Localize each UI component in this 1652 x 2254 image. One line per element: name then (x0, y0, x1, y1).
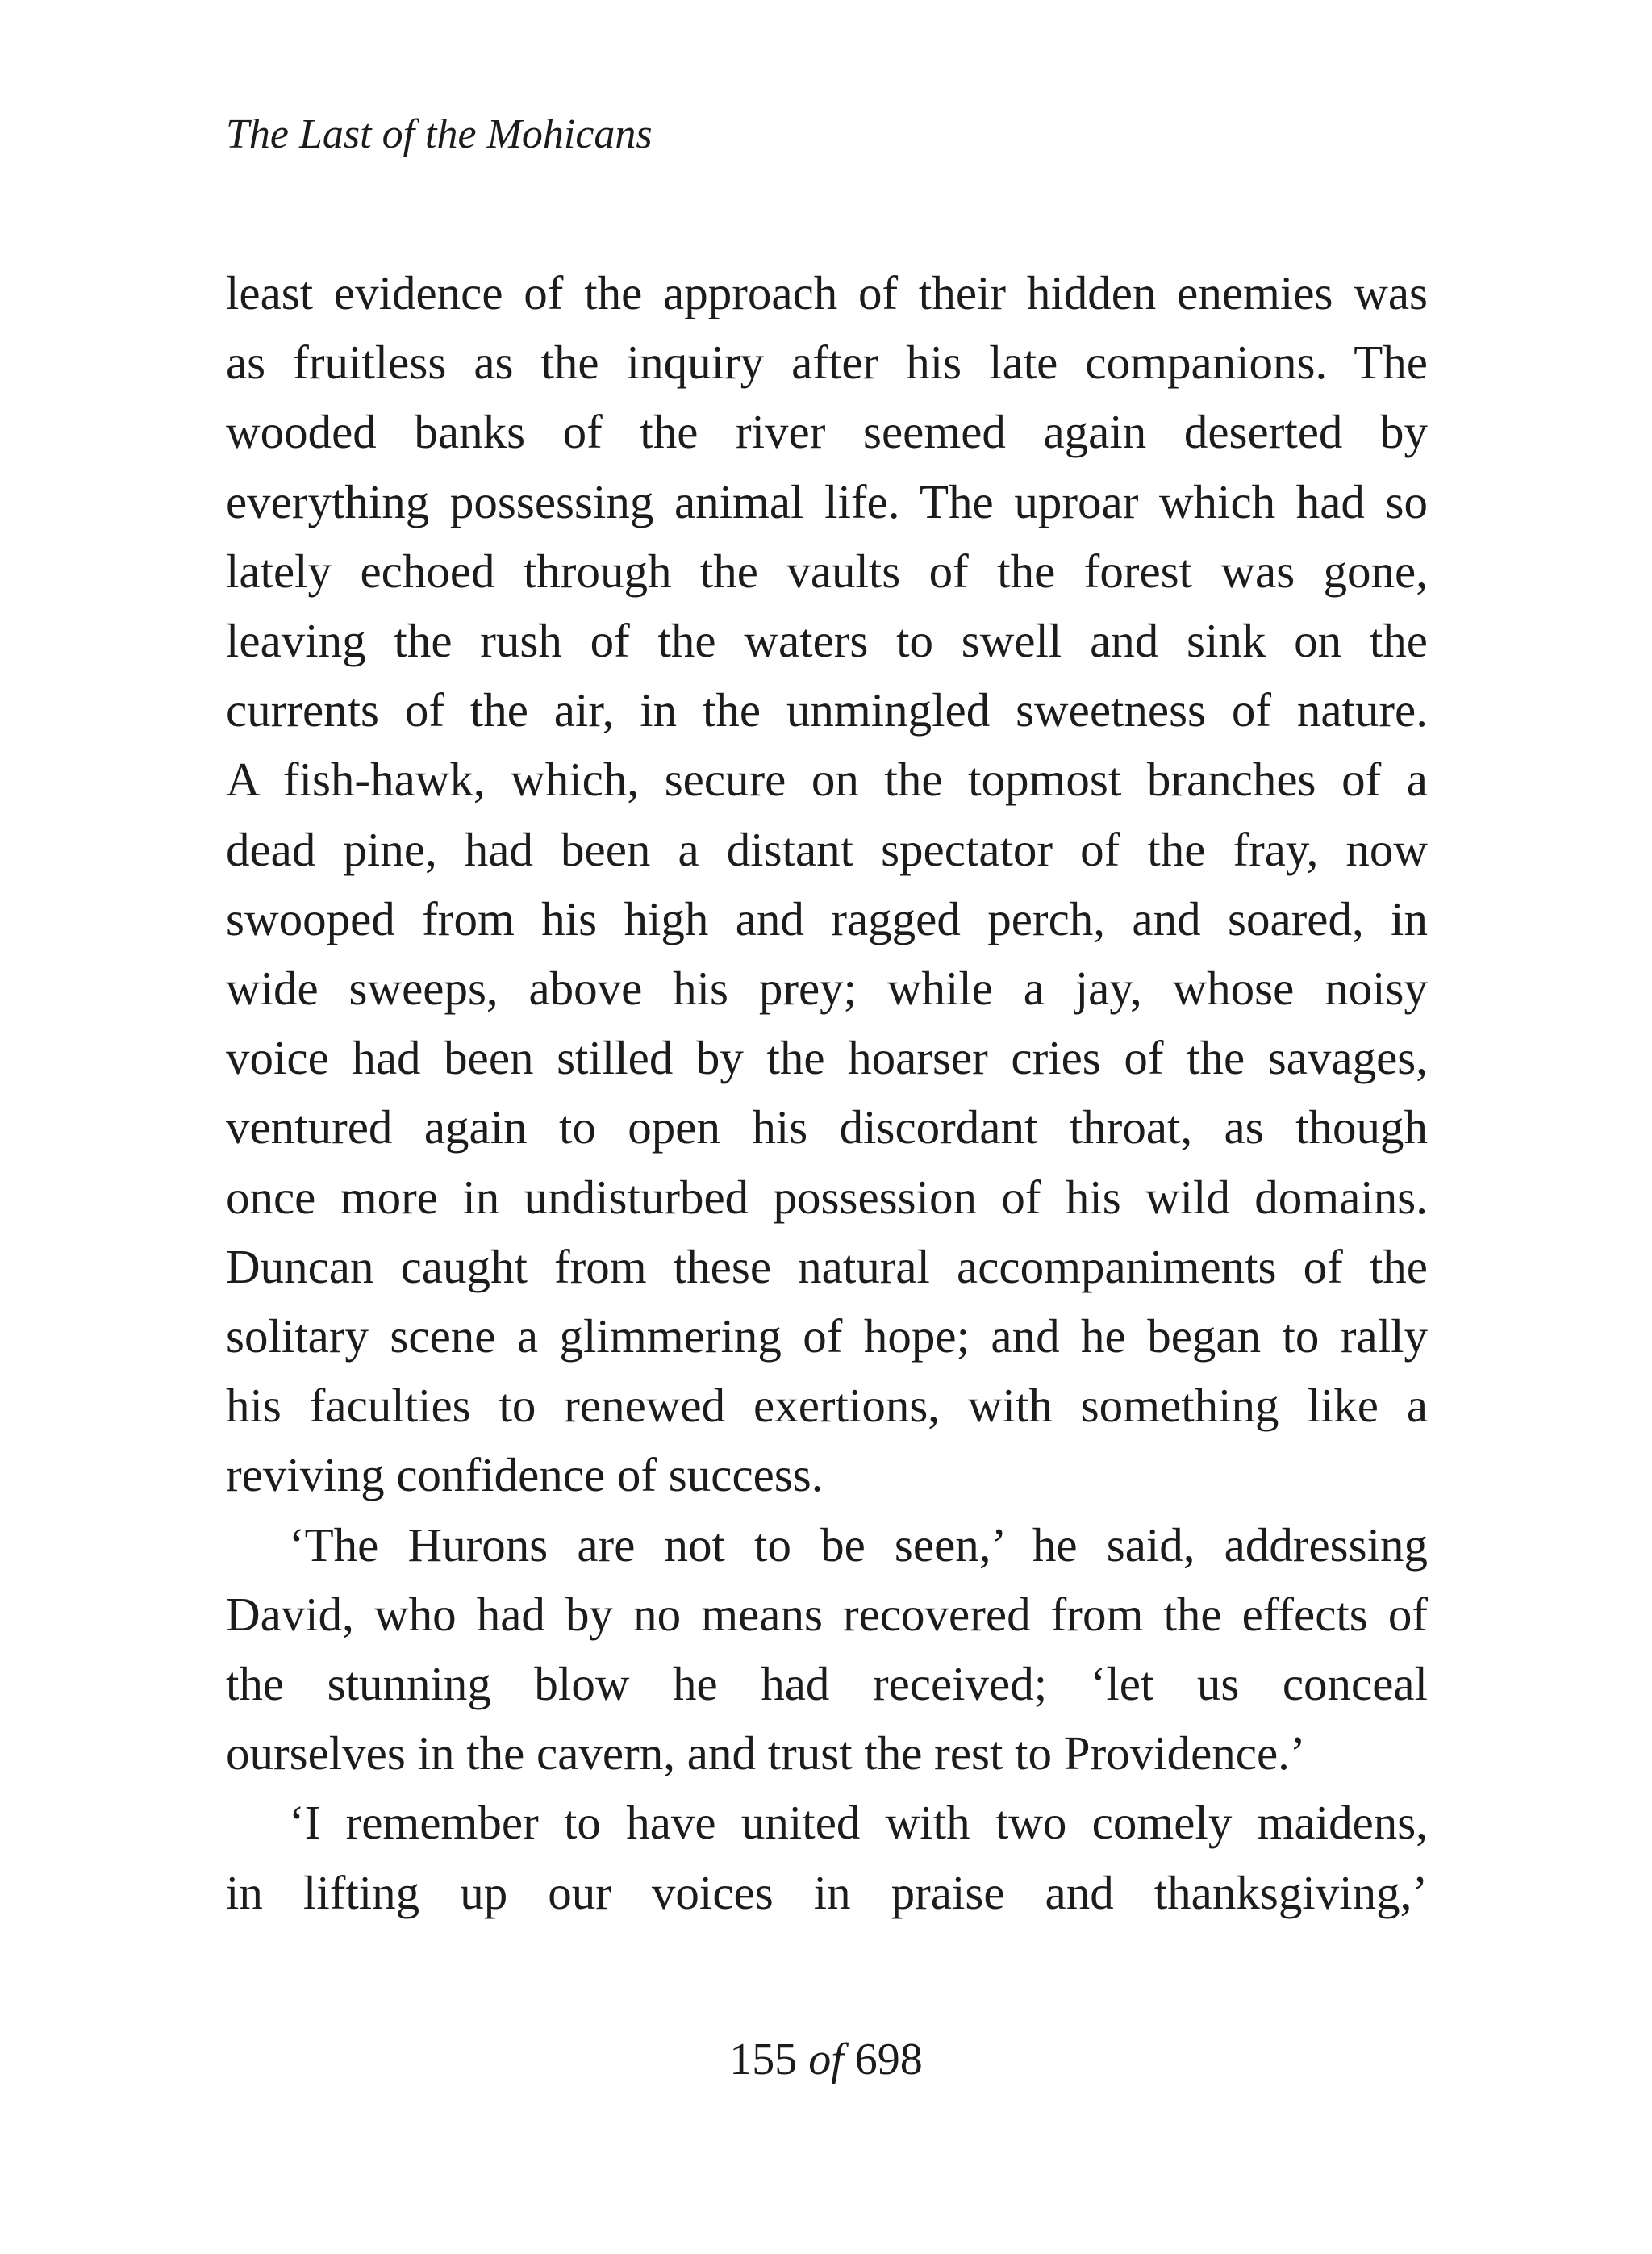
text-line: Duncan caught from these natural accompaniments of the (226, 1239, 1428, 1293)
total-page-count: 698 (854, 2035, 923, 2085)
text-line: solitary scene a glimmering of hope; and he began to rally (226, 1309, 1428, 1363)
text-line: as fruitless as the inquiry after his late companions. The (226, 336, 1428, 390)
paragraph-2 (226, 1510, 1428, 1789)
text-line: the stunning blow he had received; ‘let us conceal (226, 1657, 1428, 1711)
paragraph-3 (226, 1788, 1428, 1926)
text-line: currents of the air, in the unmingled sweetness of nature. (226, 683, 1428, 737)
text-line: wooded banks of the river seemed again deserted by (226, 405, 1428, 459)
text-line: his faculties to renewed exertions, with something like a (226, 1379, 1428, 1433)
text-line: lately echoed through the vaults of the forest was gone, (226, 544, 1428, 598)
page-of-word: of (808, 2035, 844, 2085)
body-text (226, 258, 1428, 1927)
text-line: in lifting up our voices in praise and thanksgiving,’ (226, 1865, 1428, 1919)
paragraph-1 (226, 258, 1428, 1510)
text-line: everything possessing animal life. The uproar which had so (226, 474, 1428, 528)
text-line: wide sweeps, above his prey; while a jay, whose noisy (226, 962, 1428, 1016)
text-line: once more in undisturbed possession of his wild domains. (226, 1170, 1428, 1224)
current-page-number: 155 (729, 2035, 798, 2085)
text-line: least evidence of the approach of their hidden enemies was (226, 266, 1428, 319)
text-line: ourselves in the cavern, and trust the rest to Providence.’ (226, 1726, 1306, 1780)
page-number (0, 2031, 1652, 2088)
text-line: dead pine, had been a distant spectator of the fray, now (226, 822, 1428, 876)
text-line: reviving confidence of success. (226, 1448, 824, 1502)
text-line: leaving the rush of the waters to swell and sink on the (226, 614, 1428, 668)
text-line: voice had been stilled by the hoarser cries of the savages, (226, 1031, 1428, 1085)
text-line: swooped from his high and ragged perch, and soared, in (226, 891, 1428, 945)
running-title: The Last of the Mohicans (226, 111, 653, 157)
text-line: ‘I remember to have united with two comely maidens, (289, 1796, 1428, 1850)
text-line: A fish-hawk, which, secure on the topmost branches of a (226, 753, 1428, 807)
text-line: ‘The Hurons are not to be seen,’ he said, addressing (289, 1517, 1428, 1572)
text-line: ventured again to open his discordant throat, as though (226, 1100, 1428, 1154)
text-line: David, who had by no means recovered from the effects of (226, 1587, 1428, 1641)
